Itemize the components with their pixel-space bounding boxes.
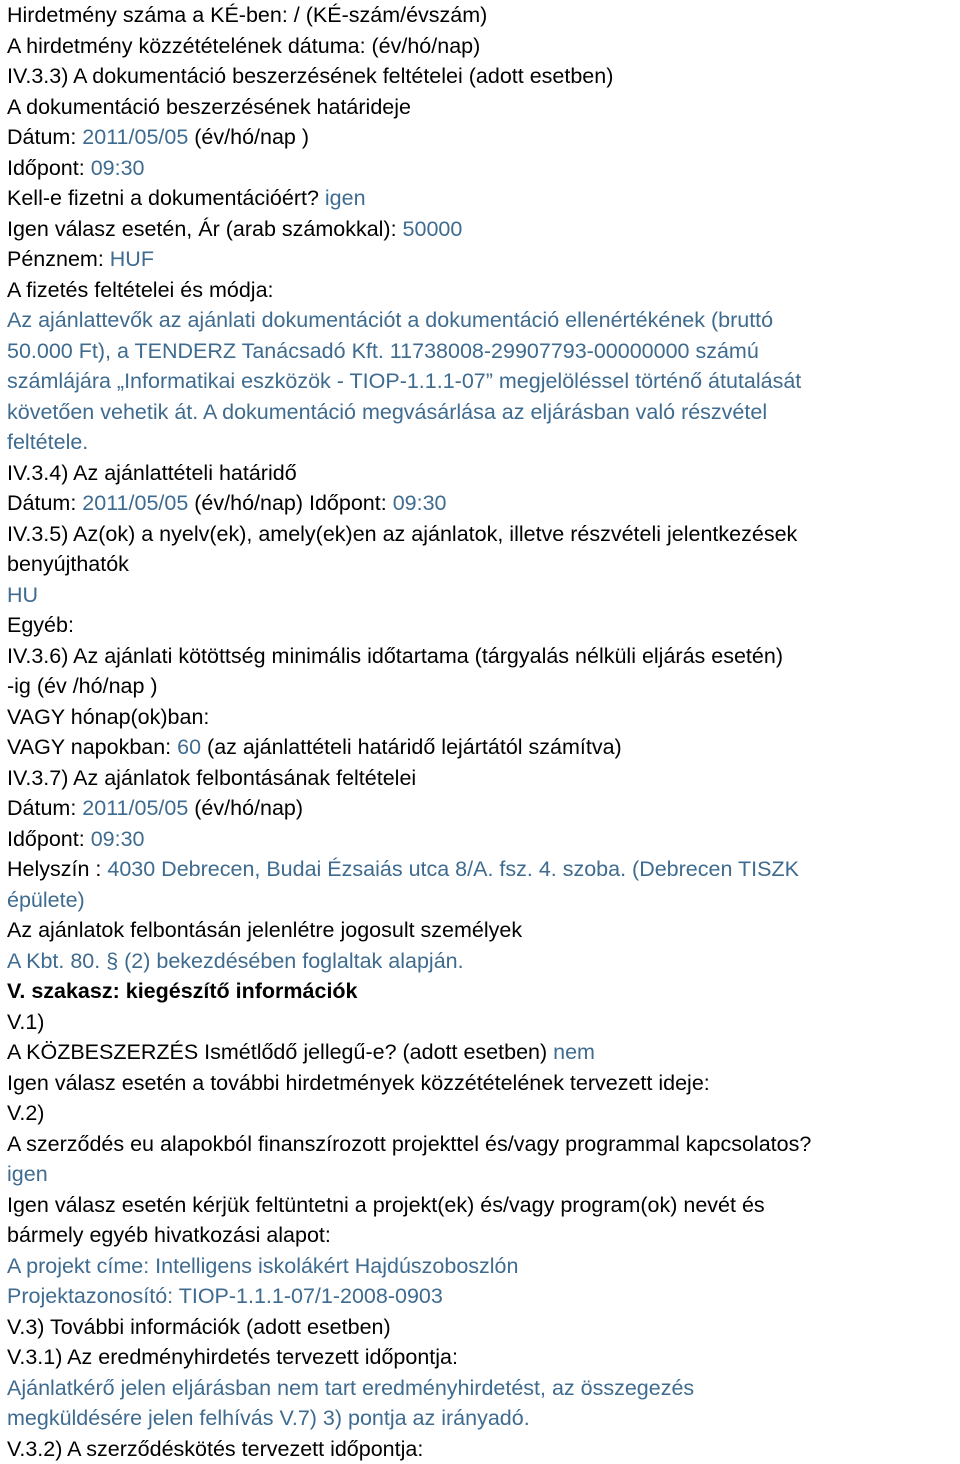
field-label: Kell-e fizetni a dokumentációért? — [7, 186, 325, 210]
text-line — [7, 1403, 959, 1434]
field-value: HUF — [109, 247, 154, 271]
field-label: V.2) — [7, 1101, 45, 1125]
text-line — [7, 824, 959, 855]
field-label: V.1) — [7, 1009, 45, 1034]
text-line — [7, 366, 959, 397]
field-label: IV.3.3) A dokumentáció beszerzésének feltételei (adott esetben) — [7, 64, 614, 88]
field-value: 2011/05/05 — [82, 125, 189, 149]
text-line — [7, 1373, 959, 1404]
field-value: 09:30 — [90, 826, 145, 851]
text-line — [7, 183, 959, 214]
text-line — [7, 0, 959, 31]
text-line — [7, 1312, 959, 1343]
field-value: nem — [553, 1040, 595, 1064]
field-label: V.3) További információk (adott esetben) — [7, 1314, 391, 1339]
text-line — [7, 915, 959, 946]
text-line — [7, 549, 959, 580]
field-value: 60 — [177, 735, 202, 759]
field-label: Időpont: — [7, 155, 91, 180]
field-label: VAGY hónap(ok)ban: — [7, 704, 210, 729]
text-line — [7, 1098, 959, 1129]
text-line — [7, 153, 959, 184]
field-label: -ig (év /hó/nap ) — [7, 674, 158, 698]
field-label: A fizetés feltételei és módja: — [7, 277, 274, 302]
field-value: megküldésére jelen felhívás V.7) 3) pontja az irányadó. — [7, 1406, 530, 1430]
text-line — [7, 702, 959, 733]
text-line — [7, 305, 959, 336]
text-line — [7, 1342, 959, 1373]
text-line — [7, 1190, 959, 1221]
field-value: HU — [7, 582, 39, 607]
text-line — [7, 641, 959, 672]
field-label: Dátum: — [7, 125, 83, 149]
field-label: VAGY napokban: — [7, 735, 178, 759]
field-label: Dátum: — [7, 796, 83, 820]
field-label: IV.3.5) Az(ok) a nyelv(ek), amely(ek)en az ajánlatok, illetve részvételi jelentkezések — [7, 521, 798, 546]
field-label: bármely egyéb hivatkozási alapot: — [7, 1223, 331, 1247]
text-line — [7, 1159, 959, 1190]
text-line — [7, 610, 959, 641]
text-line — [7, 1068, 959, 1099]
text-line — [7, 336, 959, 367]
text-line — [7, 1220, 959, 1251]
field-label: IV.3.7) Az ajánlatok felbontásának feltételei — [7, 765, 417, 790]
field-label: IV.3.6) Az ajánlati kötöttség minimális időtartama (tárgyalás nélküli eljárás esetén) — [7, 643, 783, 668]
field-value: feltétele. — [7, 430, 89, 454]
field-value: Az ajánlattevők az ajánlati dokumentációt a dokumentáció ellenértékének (bruttó — [7, 308, 774, 332]
text-line — [7, 488, 959, 519]
field-label: Igen válasz esetén, Ár (arab számokkal): — [7, 216, 403, 241]
text-line — [7, 580, 959, 611]
field-label: V.3.2) A szerződéskötés tervezett időpontja: — [7, 1436, 424, 1461]
field-label: V.3.1) Az eredményhirdetés tervezett időpontja: — [7, 1345, 458, 1369]
field-label: A dokumentáció beszerzésének határideje — [7, 94, 411, 119]
field-value: A projekt címe: Intelligens iskolákért Hajdúszoboszlón — [7, 1253, 519, 1278]
field-value: épülete) — [7, 887, 85, 912]
text-line — [7, 31, 959, 62]
field-value: igen — [7, 1162, 48, 1186]
text-line — [7, 244, 959, 275]
field-value: 09:30 — [392, 491, 447, 515]
text-line — [7, 763, 959, 794]
text-line — [7, 793, 959, 824]
text-line — [7, 854, 959, 885]
text-line — [7, 122, 959, 153]
field-label: (az ajánlattételi határidő lejártától számítva) — [201, 735, 622, 759]
field-label: Az ajánlatok felbontásán jelenlétre jogosult személyek — [7, 918, 523, 942]
field-label: Egyéb: — [7, 613, 74, 637]
field-label: A szerződés eu alapokból finanszírozott projekttel és/vagy programmal kapcsolatos? — [7, 1131, 812, 1156]
text-line — [7, 214, 959, 245]
text-line — [7, 732, 959, 763]
field-value: Projektazonosító: TIOP-1.1.1-07/1-2008-0903 — [7, 1284, 443, 1308]
section-heading: V. szakasz: kiegészítő információk — [7, 979, 358, 1003]
text-line — [7, 427, 959, 458]
text-line — [7, 885, 959, 916]
text-line — [7, 61, 959, 92]
field-label: Időpont: — [7, 826, 91, 851]
text-line — [7, 458, 959, 489]
field-value: követően vehetik át. A dokumentáció megvásárlása az eljárásban való részvétel — [7, 399, 768, 424]
field-value: számlájára „Informatikai eszközök - TIOP-1.1.1-07” megjelöléssel történő átutalását — [7, 369, 802, 393]
text-line — [7, 1281, 959, 1312]
field-value: igen — [324, 186, 366, 210]
field-label: (év/hó/nap) Időpont: — [188, 491, 393, 515]
field-value: A Kbt. 80. § (2) bekezdésében foglaltak alapján. — [7, 948, 464, 973]
text-line — [7, 976, 959, 1007]
text-line — [7, 671, 959, 702]
field-label: (év/hó/nap) — [188, 796, 304, 820]
text-line — [7, 1251, 959, 1282]
field-value: 50000 — [402, 216, 463, 241]
field-value: 2011/05/05 — [82, 796, 189, 820]
field-label: Igen válasz esetén a további hirdetmények közzétételének tervezett ideje: — [7, 1070, 710, 1095]
field-label: Igen válasz esetén kérjük feltüntetni a projekt(ek) és/vagy program(ok) nevét és — [7, 1192, 765, 1217]
text-line — [7, 1434, 959, 1464]
text-line — [7, 1037, 959, 1068]
field-label: Helyszín : — [7, 857, 108, 881]
text-line — [7, 946, 959, 977]
field-label: A hirdetmény közzétételének dátuma: (év/hó/nap) — [7, 33, 481, 58]
text-line — [7, 92, 959, 123]
field-label: Dátum: — [7, 491, 83, 515]
field-value: Ajánlatkérő jelen eljárásban nem tart eredményhirdetést, az összegezés — [7, 1375, 695, 1400]
field-label: A KÖZBESZERZÉS Ismétlődő jellegű-e? (adott esetben) — [7, 1040, 554, 1064]
field-label: Hirdetmény száma a KÉ-ben: / (KÉ-szám/évszám) — [7, 3, 488, 27]
field-value: 2011/05/05 — [82, 491, 189, 515]
field-value: 09:30 — [90, 155, 145, 180]
field-label: Pénznem: — [7, 247, 110, 271]
text-line — [7, 519, 959, 550]
field-value: 4030 Debrecen, Budai Ézsaiás utca 8/A. fsz. 4. szoba. (Debrecen TISZK — [107, 857, 799, 881]
field-label: (év/hó/nap ) — [188, 125, 310, 149]
field-value: 50.000 Ft), a TENDERZ Tanácsadó Kft. 11738008-29907793-00000000 számú — [7, 338, 759, 363]
text-line — [7, 1007, 959, 1038]
text-line — [7, 275, 959, 306]
field-label: IV.3.4) Az ajánlattételi határidő — [7, 460, 297, 485]
text-line — [7, 397, 959, 428]
text-line — [7, 1129, 959, 1160]
field-label: benyújthatók — [7, 552, 129, 576]
